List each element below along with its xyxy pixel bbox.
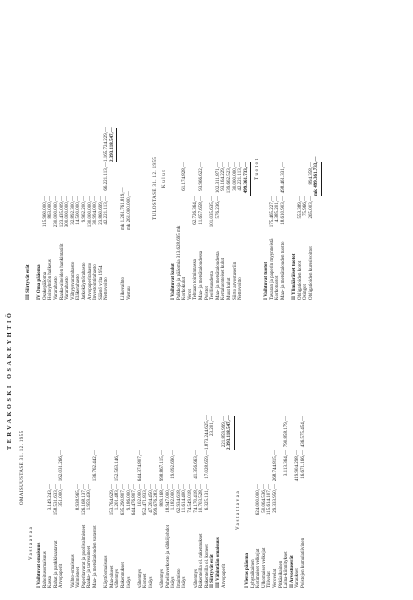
- pl-cost-label: Maa- ja metsätaloudesta: [215, 251, 221, 300]
- equity-amount: 14.500.000,—: [76, 196, 82, 225]
- asset-label: Rakenteilla ol. rakennukset: [199, 533, 205, 588]
- pl-costs-header: Kulut: [162, 168, 167, 188]
- equity-label: Nettovoitto: [104, 277, 110, 300]
- equity-label: Osakepääoma: [42, 271, 48, 300]
- liability-label: Tilivelat: [267, 571, 273, 588]
- pl-cost-amount: 61.174.828,—: [182, 162, 188, 191]
- pl-income-label: Osingot: [303, 284, 309, 300]
- equity-label: Vararahasto: [53, 276, 59, 300]
- liabilities-header: Vastattavaa: [236, 489, 241, 530]
- asset-label: Raaka- ja tarveaineet: [87, 545, 93, 588]
- equity-amount: mk 1.261.761.819,—: [121, 187, 127, 230]
- pl-income-header: Tuotot: [255, 157, 260, 180]
- pl-header: TULOSTASE 31. 12. 1955: [153, 156, 158, 220]
- asset-label: Arvopaperit: [221, 563, 227, 588]
- pl-cost-label: Maa- ja metsätaloudessa: [198, 250, 204, 300]
- asset-amount: 153.764.629,—: [109, 484, 115, 516]
- equity-amount: 130.000.000,—: [87, 196, 93, 228]
- asset-amount: 9.186.000,—: [126, 484, 132, 511]
- pl-cost-label: Muut kulut: [226, 277, 232, 300]
- pl-cost-label: Siirto arvostuseriin: [232, 261, 238, 300]
- liability-amount: 436.575.454,—: [300, 416, 306, 448]
- asset-label: I Vaihtuvat omaisuus: [37, 542, 42, 588]
- asset-label: lisäys: [126, 576, 132, 588]
- liability-amount: 16.671.166,—: [300, 450, 306, 479]
- liability-amount: 29.333.950,—: [272, 484, 278, 513]
- equity-label: IV Oma pääoma: [37, 264, 43, 300]
- equity-amount: 32.892.300,—: [70, 196, 76, 225]
- equity-amount: 66.221.113,—: [104, 162, 110, 191]
- asset-amount: 158.531.633,—: [53, 484, 59, 516]
- asset-amount: 809.168,—: [160, 484, 166, 507]
- equity-amount: 115.960.000,—: [42, 196, 48, 228]
- pl-income-label: Obligatioiden kurssivoittot: [308, 246, 314, 300]
- asset-amount: 11.614.400,—: [182, 484, 188, 513]
- pl-income-row: [314, 120, 320, 300]
- pl-cost-label: Verot: [187, 289, 193, 300]
- pl-cost-label: I Vaihtuvat kulut: [171, 263, 176, 300]
- asset-label: vähennys: [160, 569, 166, 588]
- asset-amount: 126.168.137,—: [81, 484, 87, 516]
- liability-label: Verovelat: [272, 568, 278, 588]
- equity-amount: 9.962.200,—: [81, 196, 87, 223]
- asset-amount: 41.356.663,—: [193, 450, 199, 479]
- pl-cost-label: Palkkoja ja pääomia 313.628.695 mk: [176, 225, 182, 300]
- equity-label: Raaka-aineiden hankintatilit: [59, 243, 65, 300]
- asset-amount: 2.393.118.547,—: [227, 416, 235, 450]
- liability-label: Kotimaiset velkojat: [256, 548, 262, 588]
- asset-amount: 952.471.833,—: [143, 484, 149, 516]
- equity-amount: 230.000.000,—: [53, 196, 59, 228]
- asset-amount: 998.867.115,—: [160, 450, 166, 482]
- liability-amount: 3.113.364,—: [284, 450, 290, 477]
- asset-amount: 152.563.146,—: [115, 450, 121, 482]
- equity-amount: 42.221.113,—: [104, 196, 110, 225]
- pl-cost-amount: 139.662.523,—: [226, 162, 232, 194]
- pl-cost-label: Nettovoitto: [238, 277, 244, 300]
- asset-label: lisäys: [171, 576, 177, 588]
- equity-label: Investointirahasto: [93, 264, 99, 300]
- pl-income-amount: 75.966,—: [303, 196, 309, 216]
- asset-label: Maa-alueet: [109, 565, 115, 588]
- pl-income-amount: 4.385.201,—: [275, 196, 281, 223]
- liability-label: I Vieras pääoma: [245, 553, 250, 588]
- liability-label: Varaukset: [295, 568, 301, 588]
- asset-amount: 1.182.000,—: [171, 484, 177, 511]
- asset-label: vähennys: [193, 569, 199, 588]
- asset-amount: 17.028.659,—: [204, 450, 210, 479]
- equity-amount: 30.994.000,—: [93, 196, 99, 225]
- pl-cost-label: Kertaluonteiset kulut: [221, 257, 227, 300]
- liability-label: Lyhytaikainen: [250, 559, 256, 588]
- equity-row: [127, 120, 133, 300]
- pl-income-label: Tavaran ja paperin myynneistä: [269, 238, 275, 300]
- asset-label: vähennys: [115, 569, 121, 588]
- asset-row: [227, 412, 233, 588]
- equity-label: Jatkokäyttörahasto: [81, 262, 87, 300]
- liability-amount: 50.064.536,—: [261, 484, 267, 513]
- equity-amount: 1.165.724.229,—: [104, 127, 110, 162]
- equity-amount: 300.000.000,—: [65, 196, 71, 228]
- liability-amount: 268.744.815,—: [272, 450, 278, 482]
- asset-amount: 74.170.418,—: [193, 484, 199, 513]
- asset-label: Puhelinverkosto ja sähköjohdot: [165, 524, 171, 588]
- asset-label: Valmisteet: [76, 566, 82, 588]
- pl-income-section: [264, 120, 320, 300]
- asset-amount: 1.959.430,—: [87, 484, 93, 511]
- asset-label: Käyttöomaisuus: [104, 555, 110, 588]
- pl-income-label: I Vaihtuvat tuotot: [264, 261, 269, 300]
- asset-label: Arvopaperit: [59, 563, 65, 588]
- pl-income-label: Korkotuotot: [275, 275, 281, 300]
- asset-label: Rakennukset: [120, 562, 126, 588]
- asset-amount: 162.031.266,—: [59, 450, 65, 482]
- liability-amount: 624.000.000,—: [256, 484, 262, 516]
- equity-label: Arvopaperirahasto: [87, 262, 93, 300]
- asset-label: lisäys: [148, 576, 154, 588]
- pl-income-amount: 265.003,—: [308, 196, 314, 219]
- equity-amount: 123.435.009,—: [59, 196, 65, 228]
- pl-cost-amount: 102.311.871,—: [215, 162, 221, 194]
- asset-label: lisäys: [182, 576, 188, 588]
- asset-amount: 644.476.807,—: [132, 484, 138, 516]
- liabilities-section: [245, 412, 307, 588]
- pl-cost-label: Poistot: [204, 286, 210, 300]
- asset-amount: 644.374.807,—: [137, 450, 143, 482]
- asset-amount: 19.092.690,—: [171, 450, 177, 479]
- asset-amount: 62.934.618,—: [176, 484, 182, 513]
- pl-cost-amount: 93.966.622,—: [198, 162, 204, 191]
- balance-header: OMAISUUSTASE 31. 12. 1955: [20, 430, 25, 505]
- assets-section: [37, 412, 233, 588]
- asset-label: Vaihto-omaisuus: [70, 554, 76, 588]
- equity-section: [26, 120, 132, 300]
- liability-amount: 419.904.298,—: [295, 450, 301, 482]
- equity-amount: 863.000,—: [48, 196, 54, 219]
- equity-amount: 23.860.699,—: [98, 196, 104, 225]
- assets-header: Vastaavaa: [29, 525, 34, 560]
- asset-amount: 6.325.131,—: [204, 484, 210, 511]
- pl-costs-section: [171, 120, 249, 300]
- pl-income-amount: 894.358,—: [308, 162, 314, 185]
- pl-cost-amount: 101.035.635,—: [210, 196, 216, 228]
- asset-label: Rahoitusomaisuus: [42, 551, 48, 588]
- equity-amount: mk 261.000.000,—: [126, 191, 132, 230]
- equity-amount: 2.393.118.547,—: [110, 128, 118, 162]
- pl-cost-amount: 499.361.733,—: [244, 162, 252, 196]
- asset-label: Maa- ja metsätalouden varastot: [92, 525, 98, 588]
- liability-label: Laina-kiinnitykset: [284, 551, 290, 588]
- asset-amount: 102.000,—: [137, 484, 143, 507]
- liability-label: Ulkomaiset velkojat: [261, 547, 267, 588]
- asset-amount: 10.703.528,—: [199, 484, 205, 513]
- asset-label: vähennys: [137, 569, 143, 588]
- pl-cost-amount: 30.000.000,—: [232, 162, 238, 191]
- equity-label: Hoitoyhtiön halkeus: [48, 259, 54, 300]
- liability-label: II Arvostuserät: [289, 555, 295, 588]
- asset-amount: 635.290.807,—: [120, 484, 126, 516]
- asset-label: Rahat ja pankkisaatavat: [53, 540, 59, 588]
- asset-label: Irtaimisto: [176, 568, 182, 588]
- liability-amount: 790.858.179,—: [284, 416, 290, 448]
- equity-label: Vararahasto: [65, 276, 71, 300]
- pl-cost-label: Tehtaan toiminnassa: [193, 259, 199, 300]
- pl-cost-amount: 93.164.229,—: [221, 162, 227, 191]
- pl-cost-row: [244, 120, 250, 300]
- pl-cost-amount: 576.236,—: [215, 196, 221, 219]
- equity-label: III Siirtyvät erät: [26, 264, 31, 300]
- pl-income-label: II Ylimääräiset tuotot: [291, 253, 297, 300]
- asset-amount: 74.549.018,—: [188, 484, 194, 513]
- asset-label: Kassa: [48, 576, 54, 588]
- pl-cost-label: Korkokulut: [182, 276, 188, 300]
- asset-amount: 23.201,—: [210, 416, 216, 436]
- asset-amount: 999.676.283,—: [154, 484, 160, 516]
- asset-amount: 221.859.999,—: [221, 416, 227, 448]
- pl-cost-amount: 11.657.658,—: [198, 196, 204, 225]
- pl-cost-amount: 42.221.113,—: [238, 162, 244, 191]
- pl-cost-amount: 62.726.364,—: [193, 196, 199, 225]
- pl-income-amount: 553.389,—: [297, 196, 303, 219]
- pl-income-amount: mk 499.361.733,—: [314, 162, 322, 196]
- equity-label: Liikevaihto: [121, 276, 127, 300]
- asset-amount: 351.000,—: [59, 484, 65, 507]
- asset-label: Paperitavarat ja puolivalmisteet: [81, 524, 87, 588]
- equity-label: Säästö v:lta 1954: [98, 265, 104, 300]
- liability-label: Poistojen kumulatiivinen: [300, 537, 306, 588]
- asset-label: II Siirtyvät erät: [210, 554, 216, 588]
- pl-income-amount: 175.465.227,—: [269, 196, 275, 228]
- equity-label: Eläkerahasto: [76, 274, 82, 300]
- asset-amount: 1.873.244.625,—: [204, 415, 210, 450]
- asset-amount: 3.149.243,—: [48, 484, 54, 511]
- pl-income-amount: 18.610.903,—: [280, 196, 286, 225]
- liability-row: [301, 412, 307, 588]
- pl-income-amount: 498.461.331,—: [280, 162, 286, 194]
- liability-amount: 115.614.107,—: [267, 484, 273, 516]
- asset-amount: 136.762.442,—: [92, 450, 98, 482]
- asset-label: Koneet: [143, 573, 149, 588]
- asset-label: Rakenteilla ol. koneet: [204, 544, 210, 588]
- pl-cost-label: Teollisuudesta: [210, 271, 216, 300]
- equity-label: Vastuu: [126, 286, 132, 300]
- asset-amount: 18.947.000,—: [165, 484, 171, 513]
- asset-amount: 47.204.450,—: [148, 484, 154, 513]
- equity-label: Vähyysvararahasto: [70, 261, 76, 300]
- asset-label: III Vähintään omaisuus: [216, 537, 221, 588]
- liability-label: Pitkäaikainen: [278, 560, 284, 588]
- asset-amount: 8.938.965,—: [76, 484, 82, 511]
- page-title: TERVAKOSKI OSAKEYHTIÖ: [6, 310, 13, 450]
- pl-income-label: Obligatioiden korot: [297, 260, 303, 300]
- asset-amount: 1.201.483,—: [115, 484, 121, 511]
- pl-income-label: Maa- ja metsätalouden tuotto: [280, 241, 286, 300]
